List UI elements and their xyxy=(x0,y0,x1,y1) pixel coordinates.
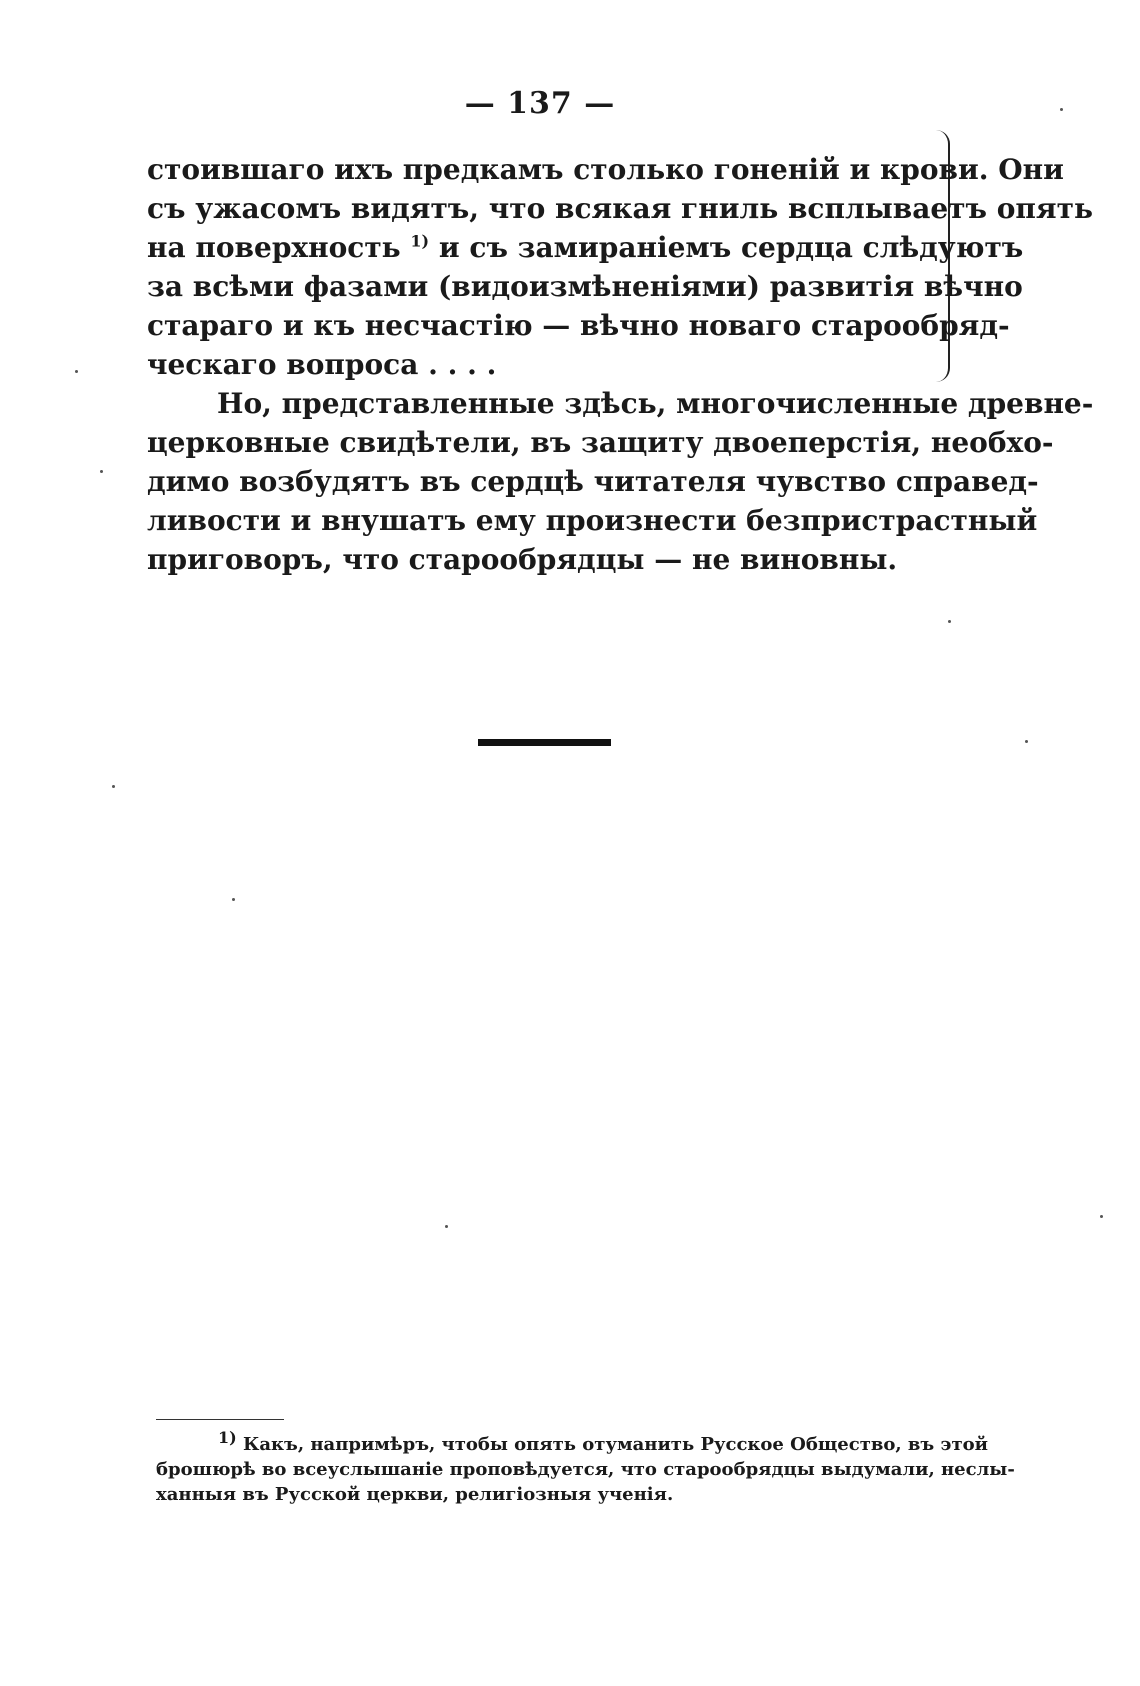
text-line: димо возбудятъ въ сердцѣ читателя чувство справед- xyxy=(147,465,1039,498)
page-number: — 137 — xyxy=(464,86,616,121)
text-line xyxy=(147,228,1024,267)
footnote-marker: 1) xyxy=(218,1428,237,1447)
footnote-text: Какъ, напримѣръ, чтобы опять отуманить Русское Общество, въ этой xyxy=(242,1434,988,1455)
scan-speck xyxy=(75,370,78,373)
footnote-line: ханныя въ Русской церкви, религіозныя ученія. xyxy=(156,1484,674,1505)
scan-speck xyxy=(445,1225,448,1228)
scan-speck xyxy=(100,470,103,473)
section-end-rule xyxy=(478,739,611,746)
scan-speck xyxy=(1025,740,1028,743)
main-text xyxy=(147,150,1094,579)
text-line: стоившаго ихъ предкамъ столько гоненій и крови. Они xyxy=(147,153,1064,186)
scan-speck xyxy=(232,898,235,901)
text-line: ливости и внушатъ ему произнести безпристрастный xyxy=(147,504,1038,537)
footnote-reference: 1) xyxy=(410,231,430,251)
footnote-line xyxy=(156,1428,988,1457)
text-line: съ ужасомъ видятъ, что всякая гниль всплываетъ опять xyxy=(147,192,1093,225)
scan-speck xyxy=(948,620,951,623)
text-segment: и съ замираніемъ сердца слѣдуютъ xyxy=(438,231,1024,264)
text-line: приговоръ, что старообрядцы — не виновны. xyxy=(147,543,898,576)
paragraph-1 xyxy=(147,150,1093,384)
scan-speck xyxy=(1060,108,1063,111)
text-line: церковные свидѣтели, въ защиту двоеперстія, необхо- xyxy=(147,426,1054,459)
paragraph-2 xyxy=(147,384,1094,579)
text-segment: на поверхность xyxy=(147,231,401,264)
text-line: ческаго вопроса . . . . xyxy=(147,348,497,381)
text-line: за всѣми фазами (видоизмѣненіями) развитія вѣчно xyxy=(147,270,1023,303)
footnote-line: брошюрѣ во всеуслышаніе проповѣдуется, что старообрядцы выдумали, неслы- xyxy=(156,1459,1015,1480)
footnote-separator xyxy=(156,1419,284,1420)
scan-speck xyxy=(112,785,115,788)
scan-speck xyxy=(1100,1215,1103,1218)
footnote xyxy=(156,1428,1015,1507)
text-line: стараго и къ несчастію — вѣчно новаго старообряд- xyxy=(147,309,1010,342)
text-line: Но, представленные здѣсь, многочисленные древне- xyxy=(217,387,1094,420)
